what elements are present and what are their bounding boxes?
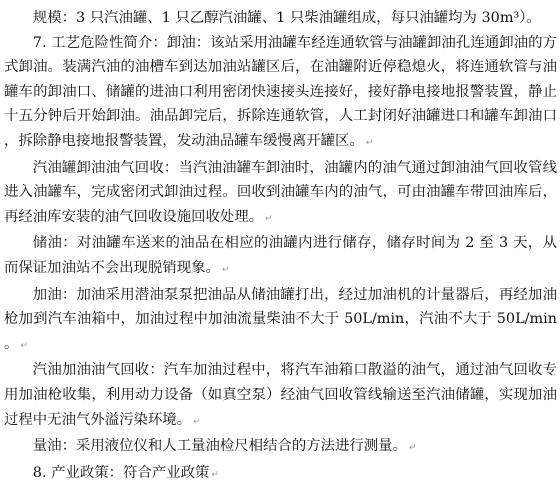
paragraph-scale bbox=[4, 6, 557, 31]
paragraph-storage bbox=[4, 231, 557, 282]
paragraph-text: 储油：对油罐车送来的油品在相应的油罐内进行储存，储存时间为 2 至 3 天，从而保证加油站不会出现脱销现象。 bbox=[4, 235, 557, 276]
paragraph-mark-icon: ↵ bbox=[365, 137, 374, 148]
paragraph-refueling bbox=[4, 283, 557, 359]
paragraph-text: 规模：3 只汽油罐、1 只乙醇汽油罐、1 只柴油罐组成，每只油罐均为 30m³）。 bbox=[32, 10, 541, 26]
paragraph-mark-icon: ↵ bbox=[221, 264, 230, 275]
paragraph-text: 7. 工艺危险性简介：卸油：该站采用油罐车经连通软管与油罐卸油孔连通卸油的方式卸油。装满汽油的油槽车到达加油站罐区后，在油罐附近停稳熄火，将连通软管与油罐车的卸油口、储罐的进油口利用密闭快速接头连接好，接好静电接地报警装置，静止十五分钟后开始卸油。油品卸完后，拆除连通软管，人工封闭好油罐进口和罐车卸油口，拆除静电接地报警装置，发动油品罐车缓慢离开罐区。 bbox=[4, 34, 557, 149]
paragraph-text: 加油：加油采用潜油泵泵把油品从储油罐打出，经过加油机的计量器后，再经加油枪加到汽车油箱中，加油过程中加油流量柴油不大于 50L/min，汽油不大于 50L/min。 bbox=[4, 286, 557, 352]
paragraph-text: 汽油加油油气回收：汽车加油过程中，将汽车油箱口散溢的油气，通过油气回收专用加油枪收集，利用动力设备（如真空泵）经油气回收管线输送至汽油储罐，实现加油过程中无油气外溢污染环境。 bbox=[4, 362, 557, 428]
paragraph-mark-icon: ↵ bbox=[193, 416, 201, 427]
paragraph-mark-icon: ↵ bbox=[211, 469, 219, 480]
paragraph-text: 汽油罐卸油油气回收：当汽油油罐车卸油时，油罐内的油气通过卸油油气回收管线进入油罐车，完成密闭式卸油过程。回收到油罐车内的油气，可由油罐车带回油库后，再经油库安装的油气回收设施回收处理。 bbox=[4, 159, 557, 225]
paragraph-mark-icon: ↵ bbox=[20, 340, 28, 351]
paragraph-unloading-vapor-recovery bbox=[4, 156, 557, 232]
paragraph-process-hazard bbox=[4, 31, 557, 156]
paragraph-gauging bbox=[4, 434, 557, 461]
paragraph-mark-icon: ↵ bbox=[408, 443, 417, 454]
paragraph-text: 量油：采用液位仪和人工量油检尺相结合的方法进行测量。 bbox=[32, 438, 407, 455]
paragraph-text: 8. 产业政策：符合产业政策 bbox=[32, 464, 210, 480]
paragraph-industrial-policy bbox=[4, 461, 557, 480]
paragraph-mark-icon: ↵ bbox=[265, 213, 273, 224]
paragraph-refueling-vapor-recovery bbox=[4, 358, 557, 434]
